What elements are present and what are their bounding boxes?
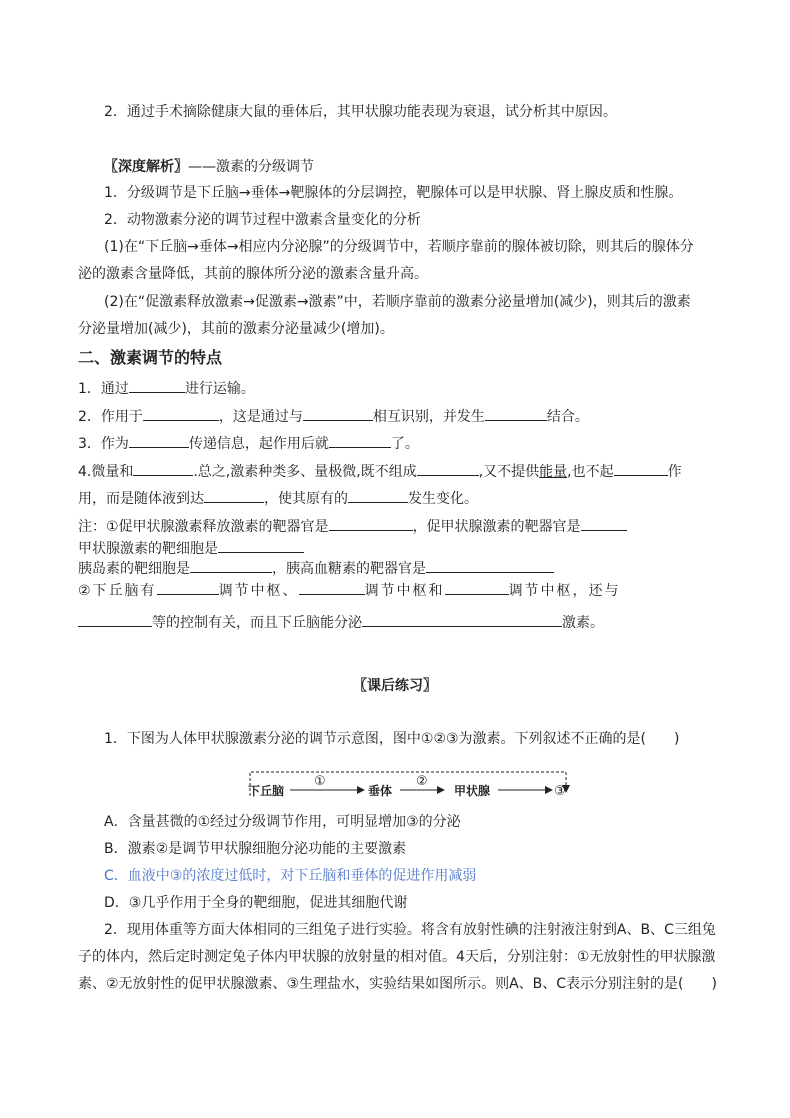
text: ，这是通过与 [218, 409, 303, 425]
text: 等的控制有关，而且下丘脑能分泌 [152, 615, 362, 631]
blank[interactable] [299, 580, 365, 595]
note-line-3 [78, 558, 554, 579]
text: 发生变化。 [408, 491, 478, 507]
blank[interactable] [129, 433, 189, 448]
deep-analysis-p2: 2．动物激素分泌的调节过程中激素含量变化的分析 [104, 212, 421, 228]
blank[interactable] [190, 558, 272, 573]
node-thyroid: 甲状腺 [454, 784, 491, 798]
text: 甲状腺激素的靶细胞是 [78, 541, 218, 557]
blank[interactable] [329, 433, 391, 448]
note-line-1 [78, 516, 627, 537]
q1-option-c[interactable]: C．血液中③的浓度过低时，对下丘脑和垂体的促进作用减弱 [104, 868, 477, 884]
text: 调节中枢、 [218, 583, 299, 599]
text: 作 [667, 464, 682, 480]
blank[interactable] [581, 516, 627, 531]
blank[interactable] [329, 516, 413, 531]
deep-analysis-label: 〖深度解析〗 [104, 159, 188, 175]
blank[interactable] [204, 488, 264, 503]
q2-line-2: 子的体内，然后定时测定兔子体内甲状腺的放射量的相对值。4天后，分别注射：①无放射性的甲状腺激 [78, 949, 716, 965]
feedback-dashed-line [250, 772, 566, 796]
blank[interactable] [218, 538, 304, 553]
blank[interactable] [417, 461, 479, 476]
text: ，使其原有的 [264, 491, 348, 507]
node-pituitary: 垂体 [368, 784, 393, 798]
homework-title: 〖课后练习〗 [353, 678, 437, 694]
blank[interactable] [129, 378, 185, 393]
question-2-prev: 2．通过手术摘除健康大鼠的垂体后，其甲状腺功能表现为衰退，试分析其中原因。 [104, 104, 617, 120]
text: 调节中枢，还与 [508, 583, 621, 599]
q1-stem: 1．下图为人体甲状腺激素分泌的调节示意图，图中①②③为激素。下列叙述不正确的是( ) [104, 731, 680, 747]
text: 进行运输。 [184, 381, 255, 397]
text: .总之,激素种类多、量极微,既不组成 [193, 464, 417, 480]
text: 能量 [539, 464, 568, 480]
node-hypothalamus: 下丘脑 [248, 784, 285, 798]
blank[interactable] [362, 612, 562, 627]
q1-option-a[interactable]: A．含量甚微的①经过分级调节作用，可明显增加③的分泌 [104, 814, 461, 830]
node-hormone-3: ③ [554, 784, 566, 799]
blank[interactable] [445, 580, 509, 595]
thyroid-regulation-diagram [246, 770, 576, 810]
text: 结合。 [546, 409, 589, 425]
fill-line-5 [78, 488, 478, 509]
text: ,也不起 [567, 464, 614, 480]
text: 激素。 [562, 615, 604, 631]
blank[interactable] [348, 488, 408, 503]
blank[interactable] [303, 406, 373, 421]
deep-analysis-p4a: (2)在“促激素释放激素→促激素→激素”中，若顺序靠前的激素分泌量增加(减少)，则其后的激素 [104, 294, 691, 310]
q1-option-b[interactable]: B．激素②是调节甲状腺细胞分泌功能的主要激素 [104, 841, 407, 857]
note-line-4 [78, 580, 621, 601]
blank[interactable] [426, 558, 554, 573]
blank[interactable] [133, 461, 193, 476]
text: 3．作为 [78, 436, 129, 452]
deep-analysis-title [104, 157, 314, 177]
text: 胰岛素的靶细胞是 [78, 561, 190, 577]
blank[interactable] [143, 406, 219, 421]
note-line-2 [78, 538, 304, 559]
text: 用，而是随体液到达 [78, 491, 204, 507]
text: 1．通过 [78, 381, 129, 397]
text: ,又不提供 [478, 464, 540, 480]
text: ②下丘脑有 [78, 583, 157, 599]
text: 传递信息，起作用后就 [188, 436, 329, 452]
text: 注：①促甲状腺激素释放激素的靶器官是 [78, 519, 329, 535]
deep-analysis-p1: 1．分级调节是下丘脑→垂体→靶腺体的分层调控，靶腺体可以是甲状腺、肾上腺皮质和性腺。 [104, 185, 683, 201]
q2-line-3: 素、②无放射性的促甲状腺激素、③生理盐水，实验结果如图所示。则A、B、C表示分别注射的是( ) [78, 976, 717, 992]
blank[interactable] [157, 580, 219, 595]
text: 相互识别，并发生 [372, 409, 485, 425]
deep-analysis-subtitle: ——激素的分级调节 [188, 159, 314, 175]
text: 调节中枢和 [364, 583, 445, 599]
deep-analysis-p4b: 分泌量增加(减少)，其前的激素分泌量减少(增加)。 [78, 321, 394, 337]
fill-line-3 [78, 433, 419, 454]
q1-option-d[interactable]: D．③几乎作用于全身的靶细胞，促进其细胞代谢 [104, 895, 408, 911]
text: 2．作用于 [78, 409, 143, 425]
text: ，促甲状腺激素的靶器官是 [412, 519, 581, 535]
fill-line-4 [78, 461, 682, 482]
fill-line-1 [78, 378, 255, 399]
text: 了。 [390, 436, 419, 452]
hormone-1-label: ① [314, 774, 326, 789]
blank[interactable] [485, 406, 547, 421]
q2-line-1: 2．现用体重等方面大体相同的三组兔子进行实验。将含有放射性碘的注射液注射到A、B、C三组兔 [104, 922, 716, 938]
text: 4.微量和 [78, 464, 134, 480]
deep-analysis-p3a: (1)在“下丘脑→垂体→相应内分泌腺”的分级调节中，若顺序靠前的腺体被切除，则其后的腺体分 [104, 239, 694, 255]
section-2-title: 二、激素调节的特点 [78, 348, 223, 367]
deep-analysis-p3b: 泌的激素含量降低，其前的腺体所分泌的激素含量升高。 [78, 266, 428, 282]
blank[interactable] [78, 612, 152, 627]
text: ，胰高血糖素的靶器官是 [272, 561, 426, 577]
hormone-2-label: ② [416, 774, 428, 789]
fill-line-2 [78, 406, 589, 427]
blank[interactable] [614, 461, 668, 476]
note-line-5 [78, 612, 604, 633]
